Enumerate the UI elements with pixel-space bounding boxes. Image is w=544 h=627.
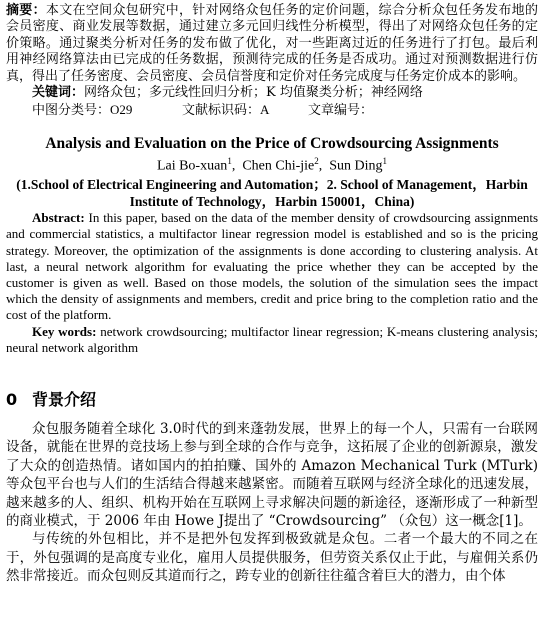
abstract-en	[6, 210, 538, 323]
abstract-en-text: In this paper, based on the data of the member density of crowdsourcing assignments and commercial statistics, a multifactor linear regression model is established and so is the pricing strategy. Moreover, the optimization of the assignments is done according to clustering analysis. At last, a neural network algorithm for evaluating the price whether they can be accepted by the customer is given as well. Based on those models, the solution of the simulation sees the impact which the density of assignments and members, credit and price bring to the completion ratio and the cost of the platform.	[6, 210, 539, 323]
author: Sun Ding	[329, 159, 383, 175]
section-number: 0	[6, 389, 18, 409]
keywords-en-text: network crowdsourcing; multifactor linear regression; K-means clustering analysis; neural network algorithm	[6, 323, 539, 355]
classification-line	[6, 101, 538, 118]
author-list: Lai Bo-xuan$^1$, Chen Chi-jie$^2$, Sun Ding$^1$	[156, 156, 388, 175]
affiliation: (1.School of Electrical Engineering and Automation；2. School of Management，Harbin Institute of Technology，Harbin 150001，China)	[16, 177, 528, 210]
article-number: 文章编号：	[308, 102, 374, 118]
keywords-zh	[6, 85, 538, 101]
body-paragraph: 与传统的外包相比，并不是把外包发挥到极致就是众包。二者一个最大的不同之在于，外包强调的是高度专业化，雇用人员提供服务，但劳资关系仅止于此，与雇佣关系仍然非常接近。而众包则反其道而行之，跨专业的创新往往蕴含着巨大的潜力，由个体	[6, 531, 538, 585]
section-title: 背景介绍	[32, 389, 97, 409]
abstract-zh-label: 摘要：	[6, 3, 46, 18]
abstract-zh	[6, 3, 538, 85]
abstract-zh-text: 本文在空间众包研究中，针对网络众包任务的定价问题，综合分析众包任务发布地的会员密度、商业发展等数据，通过建立多元回归线性分析模型，得出了对网络众包任务的定价策略。通过聚类分析对任务的发布做了优化，对一些距离过近的任务进行了打包。最后利用神经网络算法由已完成的任务数据，预测待完成的任务是否成功。通过对预测数据进行仿真，得出了任务密度、会员密度、会员信誉度和定价对任务完成度与任务定价成本的影响。	[6, 3, 538, 84]
english-title: Analysis and Evaluation on the Price of Crowdsourcing Assignments	[45, 135, 499, 153]
author: Chen Chi-jie	[242, 159, 315, 175]
abstract-en-label: Abstract:	[32, 210, 85, 226]
keywords-en	[6, 324, 538, 356]
keywords-en-label: Key words:	[32, 323, 97, 339]
keywords-zh-text: 网络众包；多元线性回归分析；K 均值聚类分析；神经网络	[84, 85, 423, 101]
section-heading	[6, 390, 538, 410]
clc-number: 中图分类号：O29	[32, 102, 133, 118]
document-code: 文献标识码：A	[182, 102, 270, 118]
body-paragraph: 众包服务随着全球化 3.0时代的到来蓬勃发展，世界上的每一个人，只需有一台联网设备，就能在世界的竞技场上参与到全球的合作与竞争，这拓展了企业的创新源泉，激发了大众的创造热情。诸如国内的拍拍赚、国外的 Amazon Mechanical Turk (MTurk) 等众包平台也与人们的生活结合得越来越紧密。而随着互联网与经济全球化的迅速发展，越来越多的人、组织、机构开始在互联网上寻求解决问题的新途径，逐渐形成了一种新型的商业模式，于 2006 年由 Howe J提出了 “Crowdsourcing” （众包）这一概念[1]。	[6, 420, 538, 529]
author: Lai Bo-xuan	[156, 159, 228, 175]
keywords-zh-label: 关键词：	[32, 85, 85, 101]
